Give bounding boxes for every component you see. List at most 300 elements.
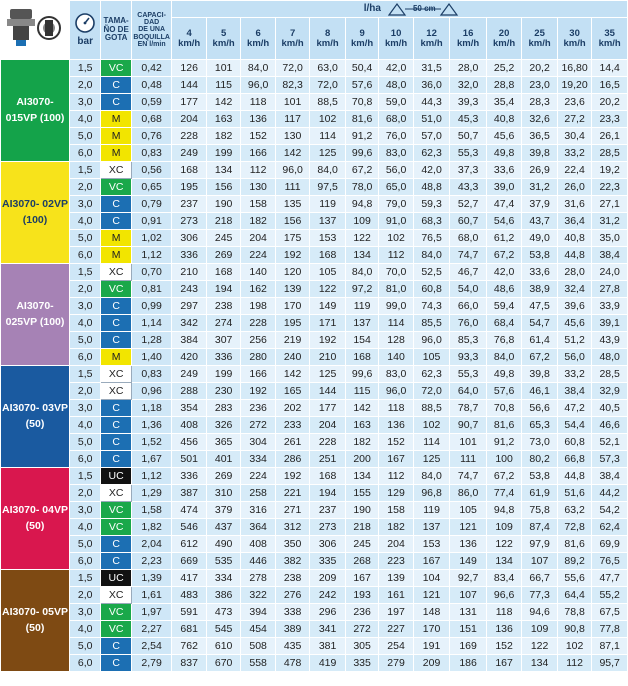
- rate-cell: 168: [310, 468, 346, 485]
- table-row: [1, 485, 628, 502]
- rate-cell: 42,0: [379, 60, 413, 77]
- rate-cell: 478: [275, 655, 309, 672]
- rate-cell: 59,0: [379, 94, 413, 111]
- rate-cell: 48,0: [379, 77, 413, 94]
- rate-cell: 99,6: [345, 366, 378, 383]
- model-label: AI3070- 05VP (50): [1, 570, 70, 672]
- rate-cell: 97,9: [522, 536, 558, 553]
- rate-cell: 119: [345, 298, 378, 315]
- rate-cell: 66,8: [557, 451, 591, 468]
- speed-header: 30 km/h: [557, 18, 591, 60]
- rate-cell: 39,6: [557, 298, 591, 315]
- pressure-cell: 2,0: [69, 485, 100, 502]
- capacity-cell: 0,42: [131, 60, 172, 77]
- pressure-cell: 1,5: [69, 468, 100, 485]
- rate-cell: 74,3: [413, 298, 450, 315]
- rate-cell: 60,7: [450, 213, 487, 230]
- rate-cell: 335: [310, 553, 346, 570]
- rate-cell: 456: [172, 434, 206, 451]
- table-row: [1, 162, 628, 179]
- rate-cell: 23,0: [522, 77, 558, 94]
- rate-cell: 167: [413, 553, 450, 570]
- drop-size-badge: C: [101, 213, 131, 230]
- rate-cell: 105: [413, 349, 450, 366]
- rate-cell: 136: [450, 536, 487, 553]
- rate-cell: 45,6: [486, 128, 522, 145]
- drop-size-badge: M: [101, 145, 131, 162]
- rate-cell: 354: [172, 400, 206, 417]
- rate-cell: 76,8: [486, 332, 522, 349]
- capacity-cell: 1,14: [131, 315, 172, 332]
- rate-cell: 85,5: [413, 315, 450, 332]
- rate-cell: 238: [206, 298, 240, 315]
- rate-cell: 114: [310, 128, 346, 145]
- capacity-cell: 1,61: [131, 587, 172, 604]
- pressure-cell: 2,0: [69, 77, 100, 94]
- capacity-cell: 0,81: [131, 281, 172, 298]
- capacity-cell: 0,59: [131, 94, 172, 111]
- speed-header: 9 km/h: [345, 18, 378, 60]
- rate-cell: 218: [345, 519, 378, 536]
- rate-cell: 37,9: [522, 196, 558, 213]
- drop-size-badge: C: [101, 315, 131, 332]
- rate-cell: 283: [206, 400, 240, 417]
- rate-cell: 46,1: [522, 383, 558, 400]
- rate-cell: 341: [310, 621, 346, 638]
- rate-cell: 96,0: [379, 383, 413, 400]
- drop-size-badge: C: [101, 400, 131, 417]
- rate-cell: 144: [310, 383, 346, 400]
- drop-size-badge: VC: [101, 604, 131, 621]
- rate-cell: 122: [486, 536, 522, 553]
- rate-cell: 56,0: [557, 349, 591, 366]
- rate-cell: 182: [206, 128, 240, 145]
- lha-label: l/ha: [363, 2, 381, 14]
- rate-cell: 55,2: [592, 587, 628, 604]
- rate-cell: 209: [413, 655, 450, 672]
- rate-cell: 194: [206, 281, 240, 298]
- rate-cell: 70,8: [345, 94, 378, 111]
- rate-cell: 163: [345, 417, 378, 434]
- rate-cell: 78,8: [557, 604, 591, 621]
- rate-cell: 233: [275, 417, 309, 434]
- rate-cell: 68,0: [379, 111, 413, 128]
- capacity-cell: 1,39: [131, 570, 172, 587]
- rate-cell: 57,0: [413, 128, 450, 145]
- pressure-cell: 3,0: [69, 94, 100, 111]
- rate-cell: 51,0: [413, 111, 450, 128]
- drop-size-badge: C: [101, 655, 131, 672]
- rate-cell: 144: [172, 77, 206, 94]
- rate-cell: 279: [379, 655, 413, 672]
- rate-cell: 163: [206, 111, 240, 128]
- rate-cell: 49,8: [486, 145, 522, 162]
- rate-cell: 32,9: [592, 383, 628, 400]
- rate-cell: 68,0: [450, 230, 487, 247]
- table-row: [1, 570, 628, 587]
- pressure-cell: 5,0: [69, 638, 100, 655]
- rate-cell: 87,4: [522, 519, 558, 536]
- rate-cell: 26,1: [592, 128, 628, 145]
- pressure-cell: 4,0: [69, 111, 100, 128]
- rate-cell: 59,4: [486, 298, 522, 315]
- rate-cell: 67,2: [345, 162, 378, 179]
- rate-cell: 43,9: [592, 332, 628, 349]
- rate-cell: 288: [172, 383, 206, 400]
- rate-cell: 70,8: [486, 400, 522, 417]
- rate-cell: 219: [275, 332, 309, 349]
- rate-cell: 57,6: [486, 383, 522, 400]
- capacity-cell: 0,68: [131, 111, 172, 128]
- rate-cell: 437: [206, 519, 240, 536]
- rate-cell: 156: [206, 179, 240, 196]
- rate-cell: 36,4: [557, 213, 591, 230]
- rate-cell: 408: [172, 417, 206, 434]
- rate-cell: 27,1: [592, 196, 628, 213]
- rate-cell: 223: [379, 553, 413, 570]
- table-row: [1, 451, 628, 468]
- pressure-cell: 4,0: [69, 213, 100, 230]
- rate-cell: 193: [345, 587, 378, 604]
- rate-cell: 40,8: [486, 111, 522, 128]
- drop-size-label: TAMA- ÑO DE GOTA: [103, 16, 129, 43]
- rate-cell: 94,8: [345, 196, 378, 213]
- capacity-cell: 0,83: [131, 145, 172, 162]
- rate-cell: 83,0: [379, 145, 413, 162]
- rate-cell: 68,4: [486, 315, 522, 332]
- rate-cell: 237: [310, 502, 346, 519]
- rate-cell: 379: [206, 502, 240, 519]
- pressure-cell: 2,0: [69, 383, 100, 400]
- pressure-gauge-icon: [74, 12, 96, 34]
- capacity-cell: 1,18: [131, 400, 172, 417]
- pressure-cell: 3,0: [69, 502, 100, 519]
- table-row: [1, 332, 628, 349]
- rate-cell: 228: [172, 128, 206, 145]
- rate-cell: 200: [345, 451, 378, 468]
- rate-cell: 54,2: [592, 502, 628, 519]
- capacity-cell: 1,97: [131, 604, 172, 621]
- rate-cell: 155: [345, 485, 378, 502]
- drop-size-badge: C: [101, 417, 131, 434]
- rate-cell: 210: [310, 349, 346, 366]
- model-label: AI3070- 025VP (100): [1, 264, 70, 366]
- rate-cell: 350: [275, 536, 309, 553]
- rate-cell: 102: [379, 230, 413, 247]
- rate-cell: 36,5: [522, 128, 558, 145]
- rate-cell: 50,7: [450, 128, 487, 145]
- nozzle-icon: [4, 6, 66, 50]
- model-label: AI3070- 04VP (50): [1, 468, 70, 570]
- rate-cell: 336: [206, 349, 240, 366]
- rate-cell: 119: [310, 196, 346, 213]
- rate-cell: 408: [241, 536, 275, 553]
- rate-cell: 142: [206, 94, 240, 111]
- rate-cell: 435: [275, 638, 309, 655]
- rate-cell: 419: [310, 655, 346, 672]
- rate-cell: 251: [310, 451, 346, 468]
- rate-cell: 92,7: [450, 570, 487, 587]
- rate-cell: 670: [206, 655, 240, 672]
- drop-size-badge: C: [101, 434, 131, 451]
- rate-cell: 236: [241, 400, 275, 417]
- rate-cell: 112: [379, 468, 413, 485]
- rate-cell: 273: [172, 213, 206, 230]
- rate-cell: 175: [275, 230, 309, 247]
- rate-cell: 446: [241, 553, 275, 570]
- rate-cell: 837: [172, 655, 206, 672]
- rate-cell: 30,4: [557, 128, 591, 145]
- capacity-cell: 0,79: [131, 196, 172, 213]
- rate-cell: 490: [206, 536, 240, 553]
- rate-cell: 94,6: [522, 604, 558, 621]
- rate-cell: 39,0: [486, 179, 522, 196]
- rate-cell: 228: [241, 315, 275, 332]
- rate-cell: 32,6: [522, 111, 558, 128]
- capacity-cell: 2,27: [131, 621, 172, 638]
- rate-cell: 286: [275, 451, 309, 468]
- rate-cell: 88,5: [413, 400, 450, 417]
- rate-cell: 19,20: [557, 77, 591, 94]
- rate-cell: 136: [241, 111, 275, 128]
- table-row: [1, 247, 628, 264]
- rate-cell: 44,3: [413, 94, 450, 111]
- rate-cell: 558: [241, 655, 275, 672]
- speed-header: 8 km/h: [310, 18, 346, 60]
- capacity-cell: 1,82: [131, 519, 172, 536]
- rate-cell: 199: [206, 145, 240, 162]
- rate-cell: 228: [310, 434, 346, 451]
- rate-cell: 28,0: [450, 60, 487, 77]
- table-row: [1, 213, 628, 230]
- pressure-cell: 5,0: [69, 332, 100, 349]
- rate-cell: 153: [413, 536, 450, 553]
- rate-cell: 55,3: [450, 145, 487, 162]
- rate-cell: 166: [241, 366, 275, 383]
- rate-cell: 47,5: [522, 298, 558, 315]
- rate-cell: 112: [379, 247, 413, 264]
- lha-header: [172, 1, 628, 18]
- rate-cell: 310: [206, 485, 240, 502]
- rate-cell: 77,8: [592, 621, 628, 638]
- rate-cell: 102: [413, 417, 450, 434]
- speed-header: 10 km/h: [379, 18, 413, 60]
- rate-cell: 47,7: [592, 570, 628, 587]
- rate-cell: 76,0: [379, 128, 413, 145]
- rate-cell: 79,0: [379, 196, 413, 213]
- rate-cell: 199: [206, 366, 240, 383]
- rate-cell: 46,7: [450, 264, 487, 281]
- rate-cell: 96,0: [413, 332, 450, 349]
- rate-cell: 170: [275, 298, 309, 315]
- rate-cell: 186: [450, 655, 487, 672]
- rate-cell: 44,8: [557, 468, 591, 485]
- rate-cell: 53,8: [522, 468, 558, 485]
- rate-cell: 40,8: [557, 230, 591, 247]
- rate-cell: 334: [241, 451, 275, 468]
- rate-cell: 342: [172, 315, 206, 332]
- rate-cell: 501: [172, 451, 206, 468]
- rate-cell: 65,0: [379, 179, 413, 196]
- rate-cell: 136: [486, 621, 522, 638]
- rate-cell: 64,0: [450, 383, 487, 400]
- rate-cell: 97,2: [345, 281, 378, 298]
- rate-cell: 681: [172, 621, 206, 638]
- rate-cell: 112: [241, 162, 275, 179]
- bar-label: bar: [77, 36, 93, 48]
- rate-cell: 129: [379, 485, 413, 502]
- rate-cell: 167: [379, 451, 413, 468]
- rate-cell: 304: [241, 434, 275, 451]
- rate-cell: 381: [310, 638, 346, 655]
- rate-cell: 316: [241, 502, 275, 519]
- rate-cell: 454: [241, 621, 275, 638]
- rate-cell: 149: [310, 298, 346, 315]
- rate-cell: 48,0: [592, 349, 628, 366]
- rate-cell: 224: [241, 468, 275, 485]
- speed-header: 20 km/h: [486, 18, 522, 60]
- speed-header: 7 km/h: [275, 18, 309, 60]
- table-row: [1, 604, 628, 621]
- table-row: [1, 60, 628, 77]
- rate-cell: 84,0: [345, 264, 378, 281]
- rate-cell: 365: [206, 434, 240, 451]
- rate-cell: 39,8: [522, 366, 558, 383]
- table-row: [1, 587, 628, 604]
- rate-cell: 84,0: [413, 468, 450, 485]
- rate-cell: 61,2: [486, 230, 522, 247]
- rate-cell: 84,0: [413, 247, 450, 264]
- rate-cell: 204: [379, 536, 413, 553]
- rate-cell: 86,0: [450, 485, 487, 502]
- rate-cell: 218: [206, 213, 240, 230]
- rate-cell: 261: [275, 434, 309, 451]
- rate-cell: 67,2: [486, 247, 522, 264]
- rate-cell: 118: [379, 400, 413, 417]
- rate-cell: 104: [413, 570, 450, 587]
- capacity-cell: 1,12: [131, 468, 172, 485]
- rate-cell: 245: [345, 536, 378, 553]
- drop-size-badge: UC: [101, 468, 131, 485]
- table-row: [1, 400, 628, 417]
- capacity-cell: 1,29: [131, 485, 172, 502]
- rate-cell: 52,7: [450, 196, 487, 213]
- rate-cell: 202: [275, 400, 309, 417]
- rate-cell: 130: [241, 179, 275, 196]
- pressure-cell: 6,0: [69, 451, 100, 468]
- rate-cell: 364: [241, 519, 275, 536]
- rate-cell: 23,6: [557, 94, 591, 111]
- rate-cell: 394: [241, 604, 275, 621]
- rate-cell: 170: [413, 621, 450, 638]
- rate-cell: 33,2: [557, 366, 591, 383]
- table-row: [1, 417, 628, 434]
- rate-cell: 535: [206, 553, 240, 570]
- rate-cell: 382: [275, 553, 309, 570]
- rate-cell: 152: [486, 638, 522, 655]
- model-label: AI3070- 03VP (50): [1, 366, 70, 468]
- rate-cell: 198: [241, 298, 275, 315]
- rate-cell: 87,1: [592, 638, 628, 655]
- table-row: [1, 128, 628, 145]
- capacity-cell: 1,40: [131, 349, 172, 366]
- pressure-cell: 1,5: [69, 264, 100, 281]
- rate-cell: 38,4: [557, 383, 591, 400]
- rate-cell: 149: [450, 553, 487, 570]
- rate-cell: 268: [345, 553, 378, 570]
- pressure-cell: 5,0: [69, 230, 100, 247]
- rate-cell: 114: [413, 434, 450, 451]
- rate-cell: 158: [241, 196, 275, 213]
- rate-cell: 221: [275, 485, 309, 502]
- pressure-cell: 5,0: [69, 128, 100, 145]
- rate-cell: 139: [379, 570, 413, 587]
- rate-cell: 67,5: [592, 604, 628, 621]
- rate-cell: 43,7: [522, 213, 558, 230]
- rate-cell: 38,9: [522, 281, 558, 298]
- drop-size-badge: M: [101, 247, 131, 264]
- rate-cell: 80,2: [522, 451, 558, 468]
- rate-cell: 47,2: [557, 400, 591, 417]
- rate-cell: 387: [172, 485, 206, 502]
- rate-cell: 20,2: [522, 60, 558, 77]
- rate-cell: 134: [206, 162, 240, 179]
- rate-cell: 182: [345, 434, 378, 451]
- rate-cell: 126: [172, 60, 206, 77]
- rate-cell: 192: [310, 332, 346, 349]
- rate-cell: 72,0: [275, 60, 309, 77]
- rate-cell: 96,0: [275, 162, 309, 179]
- rate-cell: 136: [379, 417, 413, 434]
- rate-cell: 72,0: [310, 77, 346, 94]
- rate-cell: 236: [345, 604, 378, 621]
- rate-cell: 28,5: [592, 145, 628, 162]
- pressure-cell: 1,5: [69, 60, 100, 77]
- rate-cell: 101: [206, 60, 240, 77]
- drop-size-badge: VC: [101, 281, 131, 298]
- drop-size-badge: C: [101, 77, 131, 94]
- rate-cell: 77,3: [522, 587, 558, 604]
- rate-cell: 42,0: [413, 162, 450, 179]
- rate-cell: 296: [310, 604, 346, 621]
- rate-cell: 100: [486, 451, 522, 468]
- rate-cell: 111: [450, 451, 487, 468]
- rate-cell: 134: [522, 655, 558, 672]
- rate-cell: 60,8: [413, 281, 450, 298]
- rate-cell: 52,5: [413, 264, 450, 281]
- pressure-cell: 2,0: [69, 587, 100, 604]
- rate-cell: 45,3: [450, 111, 487, 128]
- rate-cell: 115: [206, 77, 240, 94]
- rate-cell: 40,5: [592, 400, 628, 417]
- rate-cell: 97,5: [310, 179, 346, 196]
- rate-cell: 194: [310, 485, 346, 502]
- drop-size-badge: XC: [101, 587, 131, 604]
- pressure-cell: 6,0: [69, 553, 100, 570]
- pressure-cell: 6,0: [69, 145, 100, 162]
- rate-cell: 122: [310, 281, 346, 298]
- rate-cell: 107: [450, 587, 487, 604]
- rate-cell: 99,0: [379, 298, 413, 315]
- rate-cell: 401: [206, 451, 240, 468]
- rate-cell: 177: [310, 400, 346, 417]
- rate-cell: 102: [557, 638, 591, 655]
- rate-cell: 65,3: [522, 417, 558, 434]
- capacity-cell: 1,52: [131, 434, 172, 451]
- rate-cell: 26,0: [557, 179, 591, 196]
- pressure-cell: 6,0: [69, 349, 100, 366]
- rate-cell: 134: [486, 553, 522, 570]
